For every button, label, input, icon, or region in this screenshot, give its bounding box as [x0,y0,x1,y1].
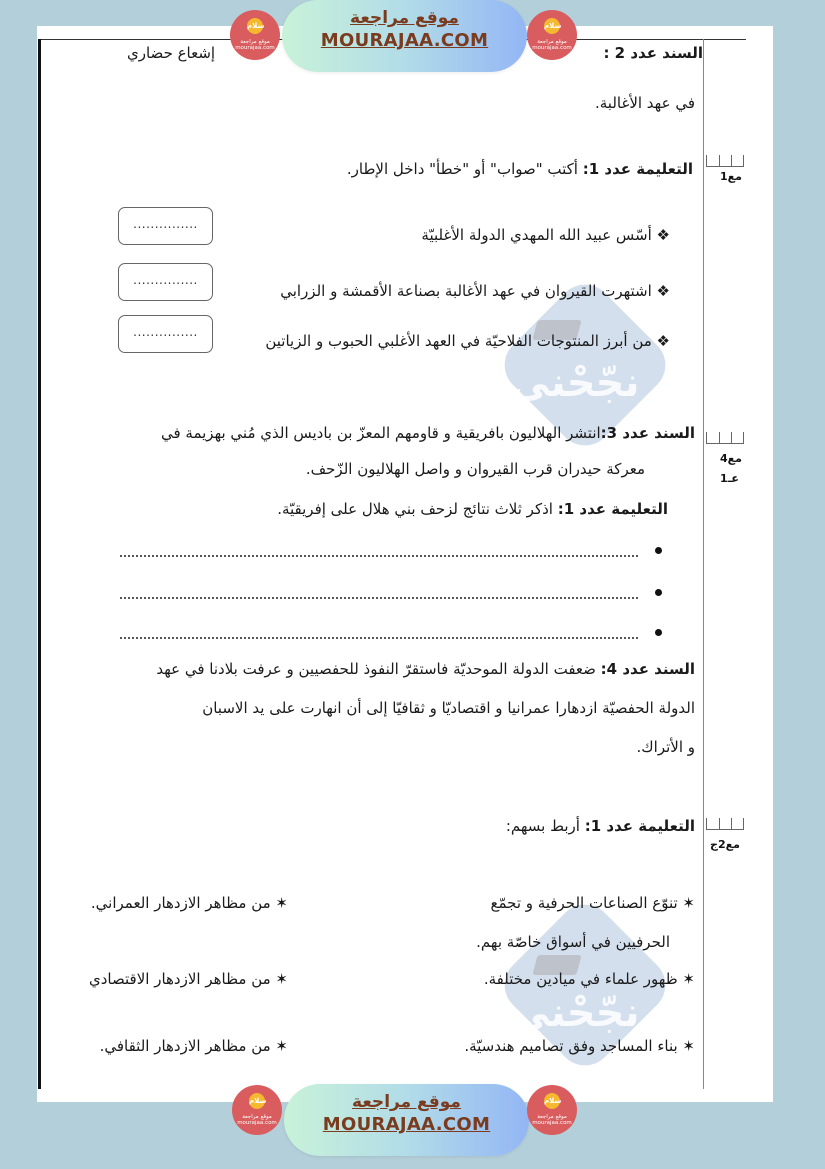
source4-line1 [156,660,695,678]
site-badge-left-bottom[interactable] [232,1085,282,1135]
frame-left-border [38,39,41,1089]
answer-box-3[interactable]: ............... [118,315,213,353]
banner-english-label: MOURAJAA.COM [320,30,489,51]
instruction4-label: التعليمة عدد 1: [584,817,695,835]
site-banner-bottom[interactable] [284,1084,529,1156]
bullet-icon [655,547,662,554]
instruction3-text: اذكر ثلاث نتائج لزحف بني هلال على إفريقيّة. [277,500,553,518]
badge-caption: موقع مراجعة mourajaa.com [532,1114,572,1126]
statement-3: ❖ من أبرز المنتوجات الفلاحيّة في العهد الأغلبي الحبوب و الزياتين [265,332,670,350]
instruction3-heading [277,500,668,518]
score-margin-divider [703,39,704,1089]
source4-line2: الدولة الحفصيّة ازدهارا عمرانيا و اقتصاديّا و ثقافيّا إلى أن انهارت على يد الاسبان [202,699,695,717]
statement-2: ❖ اشتهرت القيروان في عهد الأغالبة بصناعة الأقمشة و الزرابي [280,282,670,300]
statement-1: ❖ أسّس عبيد الله المهدي الدولة الأغلبيّة [421,226,670,244]
source3-label: السند عدد 3: [600,424,695,442]
site-banner-top[interactable] [282,0,527,72]
match-left-item-2[interactable]: ✶ ظهور علماء في ميادين مختلفة. [483,970,695,988]
score-mark-3 [706,432,744,444]
site-logo-icon: سلام [544,18,560,34]
badge-caption: موقع مراجعة mourajaa.com [235,39,275,51]
source3-text: انتشر الهلاليون بافريقية و قاومهم المعزّ بن باديس الذي مُني بهزيمة في [160,424,601,442]
source3-line2: معركة حيدران قرب القيروان و واصل الهلاليون الزّحف. [305,460,645,478]
source4-label: السند عدد 4: [600,660,695,678]
instruction1-text: أكتب "صواب" أو "خطأ" داخل الإطار. [346,160,578,178]
banner-arabic-label: موقع مراجعة [350,8,459,28]
bullet-icon [655,589,662,596]
watermark-text-lower: نجّحْني [510,990,640,1036]
answer-box-2[interactable]: ............... [118,263,213,301]
site-badge-left[interactable] [230,10,280,60]
answer-line-3[interactable] [120,637,638,639]
score-mark-1 [706,155,744,167]
source3-line1 [161,424,695,442]
instruction1-label: التعليمة عدد 1: [582,160,693,178]
instruction1-heading [347,160,693,178]
answer-line-2[interactable] [120,597,638,599]
score-label-3b: عـ1 [720,472,739,485]
score-label-1: مع1 [720,170,742,183]
match-left-item-1-line1[interactable]: ✶ تنوّع الصناعات الحرفية و تجمّع [490,894,695,912]
score-label-3a: مع4 [720,452,742,465]
site-logo-icon: سلام [544,1093,560,1109]
source4-line3: و الأتراك. [636,738,695,756]
source2-label: السند عدد 2 : [603,44,703,62]
match-right-item-1[interactable]: ✶ من مظاهر الازدهار العمراني. [90,894,288,912]
source2-line1-end: إشعاع حضاري [127,44,216,62]
source2-line2: في عهد الأغالبة. [595,94,695,112]
match-right-item-3[interactable]: ✶ من مظاهر الازدهار الثقافي. [99,1037,288,1055]
bullet-icon [655,629,662,636]
site-badge-right-bottom[interactable] [527,1085,577,1135]
match-left-item-1-line2: الحرفيين في أسواق خاصّة بهم. [476,933,670,951]
source4-text: ضعفت الدولة الموحديّة فاستقرّ النفوذ للحفصيين و عرفت بلادنا في عهد [156,660,596,678]
answer-box-1[interactable]: ............... [118,207,213,245]
badge-caption: موقع مراجعة mourajaa.com [532,39,572,51]
match-left-item-3[interactable]: ✶ بناء المساجد وفق تصاميم هندسيّة. [464,1037,695,1055]
score-mark-4 [706,818,744,830]
watermark-text-upper: نجّحْني [510,360,640,406]
banner-arabic-label: موقع مراجعة [352,1092,461,1112]
site-logo-icon: سلام [247,18,263,34]
score-label-4: مع2ج [710,838,740,851]
source2-line1 [603,44,703,62]
instruction3-label: التعليمة عدد 1: [557,500,668,518]
match-right-item-2[interactable]: ✶ من مظاهر الازدهار الاقتصادي [89,970,288,988]
site-badge-right[interactable] [527,10,577,60]
site-logo-icon: سلام [249,1093,265,1109]
instruction4-text: أربط بسهم: [505,817,580,835]
badge-caption: موقع مراجعة mourajaa.com [237,1114,277,1126]
answer-line-1[interactable] [120,555,638,557]
instruction4-heading [506,817,695,835]
banner-english-label: MOURAJAA.COM [322,1114,491,1135]
